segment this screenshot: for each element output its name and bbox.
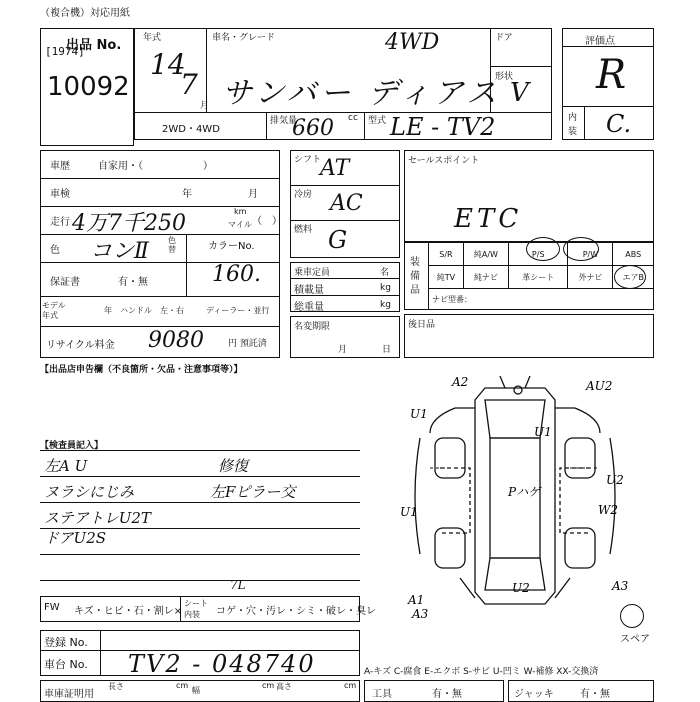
- ac-label: 冷房: [294, 190, 313, 200]
- cert-label: 車庫証明用: [44, 689, 94, 700]
- cert-unit-1: cm: [176, 681, 189, 690]
- shape-label: 形状: [495, 72, 514, 82]
- later-date-box: [404, 314, 654, 358]
- mark-w2-right: W2: [598, 503, 618, 517]
- inspector-label: 【検査員記入】: [40, 441, 104, 451]
- color-change-label: 色替: [168, 236, 176, 254]
- mileage-unit-km: km: [234, 207, 247, 216]
- fw-seat-2: 内装: [184, 610, 200, 619]
- weight-unit: kg: [380, 300, 391, 310]
- spare-tire-icon: [620, 604, 644, 628]
- cert-height: 高さ: [276, 682, 292, 691]
- weight-label: 総重量: [294, 302, 324, 313]
- mark-a1-left: A1: [408, 593, 425, 607]
- model-code-value: LE - TV2: [390, 113, 496, 141]
- mileage-unit-mile: マイル: [228, 220, 252, 229]
- circle-airbag: [614, 265, 646, 289]
- mark-u1-front: U1: [534, 425, 552, 439]
- notes-label: 【出品店申告欄（不良箇所・欠品・注意事項等）】: [40, 365, 243, 375]
- fuel-value: G: [328, 226, 348, 254]
- equip-ps: P/S: [509, 243, 568, 266]
- chassis-label: 車台 No.: [44, 658, 88, 671]
- grade-value: 4WD: [385, 30, 440, 55]
- warranty-options: 有・無: [118, 277, 148, 288]
- mark-paint: Pハゲ: [508, 485, 541, 499]
- shift-value: AT: [320, 156, 350, 181]
- jack-label: ジャッキ: [514, 689, 554, 700]
- chassis-value: TV2 - 048740: [128, 650, 316, 678]
- mark-a3-left: A3: [412, 607, 429, 621]
- mark-u1-left: U1: [400, 505, 418, 519]
- year-value: 14: [150, 48, 186, 81]
- tools-options: 有・無: [432, 689, 462, 700]
- color-value: コンⅡ: [90, 239, 149, 264]
- sales-point-value: ETC: [454, 204, 523, 234]
- load-label: 積載量: [294, 285, 324, 296]
- mileage-value: 4万7千250: [72, 211, 186, 236]
- shape-value: V: [510, 78, 529, 108]
- inspector-line-4: ドアU2S: [44, 529, 107, 547]
- inspector-right-2: 左Fピラー交: [210, 483, 296, 501]
- inspector-right-1: 修復: [218, 457, 249, 475]
- mark-a3-right: A3: [612, 579, 629, 593]
- cert-length: 長さ: [108, 682, 124, 691]
- history-label: 車歴: [50, 161, 70, 172]
- mark-u2-right: U2: [606, 473, 624, 487]
- interior-value: C.: [606, 110, 632, 138]
- later-date-label: 後日品: [408, 320, 436, 330]
- cert-unit-2: cm: [262, 681, 275, 690]
- mileage-paren: （ ）: [252, 216, 282, 227]
- equip-aw: 純A/W: [463, 243, 508, 266]
- lot-small-code: [1974]: [45, 45, 85, 58]
- equipment-side-label: 装備品: [410, 257, 420, 296]
- model-year-label2: 年式: [42, 311, 58, 320]
- cert-unit-3: cm: [344, 681, 357, 690]
- spare-label: スペア: [620, 634, 650, 645]
- rating-value: R: [596, 52, 627, 98]
- model-name: サンバー ディアス: [222, 76, 501, 111]
- fw-seat-items: コゲ・穴・汚レ・シミ・破レ・臭レ: [216, 606, 376, 617]
- model-label: 車名・グレード: [212, 33, 276, 43]
- equip-abs: ABS: [613, 243, 654, 266]
- colorno-value: 160.: [212, 262, 261, 287]
- ac-value: AC: [330, 191, 363, 216]
- shift-label: シフト: [294, 155, 322, 165]
- inspector-line-1: 左A U: [44, 457, 88, 475]
- model-code-label: 型式: [368, 116, 387, 126]
- inspector-line-2: ヌラシにじみ: [44, 483, 135, 501]
- displacement-unit: cc: [348, 113, 358, 123]
- recycle-unit: 円 預託済: [228, 339, 267, 349]
- mark-u1-top: U1: [410, 407, 428, 421]
- interior-label-2: 装: [568, 127, 578, 137]
- fuel-label: 燃料: [294, 225, 313, 235]
- history-options: 自家用・（ ）: [98, 161, 213, 172]
- fw-items: キズ・ヒビ・石・割レ×: [74, 606, 183, 617]
- equip-sr: S/R: [429, 243, 464, 266]
- car-damage-diagram: [400, 368, 660, 624]
- interior-label-1: 内: [568, 113, 578, 123]
- mark-seat-note: 7L: [230, 578, 246, 592]
- displacement-label: 排気量: [270, 116, 298, 126]
- color-label: 色: [50, 245, 60, 256]
- dealer-options: ディーラー・並行: [206, 306, 270, 315]
- equip-leather: 革シート: [509, 266, 568, 289]
- inspection-year: 年: [182, 189, 192, 200]
- displacement-value: 660: [292, 116, 334, 141]
- lot-label: 出品 No.: [66, 38, 122, 53]
- month-label: 月: [200, 101, 210, 111]
- door-label: ドア: [495, 33, 513, 43]
- inspection-month: 月: [248, 189, 258, 200]
- circle-pw: [563, 237, 599, 261]
- inspection-label: 車検: [50, 189, 70, 200]
- capacity-label: 乗車定員: [294, 268, 331, 278]
- mark-au2-top: AU2: [586, 379, 613, 393]
- damage-legend: A-キズ C-腐食 E-エクボ S-サビ U-凹ミ W-補修 XX-交換済: [364, 667, 599, 677]
- lot-number: 10092: [47, 72, 130, 102]
- equip-airbag: エアB: [613, 266, 654, 289]
- equip-tv: 純TV: [429, 266, 464, 289]
- mark-a2-top: A2: [452, 375, 469, 389]
- colorno-label: カラーNo.: [208, 241, 255, 252]
- fw-seat-1: シート: [184, 599, 208, 608]
- deadline-day: 日: [382, 345, 392, 355]
- equip-pw: P/W: [568, 243, 613, 266]
- deadline-month: 月: [338, 345, 348, 355]
- recycle-label: リサイクル料金: [46, 340, 115, 351]
- equip-ext-navi: 外ナビ: [568, 266, 613, 289]
- jack-options: 有・無: [580, 689, 610, 700]
- mark-u2-rear: U2: [512, 581, 530, 595]
- mileage-label: 走行: [50, 217, 70, 228]
- rating-label: 評価点: [585, 36, 615, 47]
- load-unit: kg: [380, 283, 391, 293]
- deadline-label: 名変期限: [294, 322, 331, 332]
- registration-label: 登録 No.: [44, 636, 88, 649]
- capacity-unit: 名: [380, 268, 390, 278]
- equip-navi: 純ナビ: [463, 266, 508, 289]
- cert-width: 幅: [192, 686, 200, 695]
- form-header: （複合機）対応用紙: [40, 8, 130, 19]
- warranty-label: 保証書: [50, 277, 80, 288]
- tools-label: 工具: [372, 689, 392, 700]
- navi-model-label: ナビ型番：: [432, 295, 472, 304]
- circle-ps: [526, 237, 560, 261]
- year-label: 年式: [143, 33, 162, 43]
- drive-label: 2WD・4WD: [162, 124, 220, 135]
- recycle-value: 9080: [148, 328, 204, 353]
- inspector-line-3: ステアトレU2T: [44, 509, 151, 527]
- model-year-options: 年 ハンドル 左・右: [104, 306, 184, 315]
- month-value: 7: [180, 68, 198, 101]
- model-year-label1: モデル: [42, 301, 66, 310]
- fw-label: FW: [44, 602, 60, 613]
- sales-point-label: セールスポイント: [408, 156, 480, 166]
